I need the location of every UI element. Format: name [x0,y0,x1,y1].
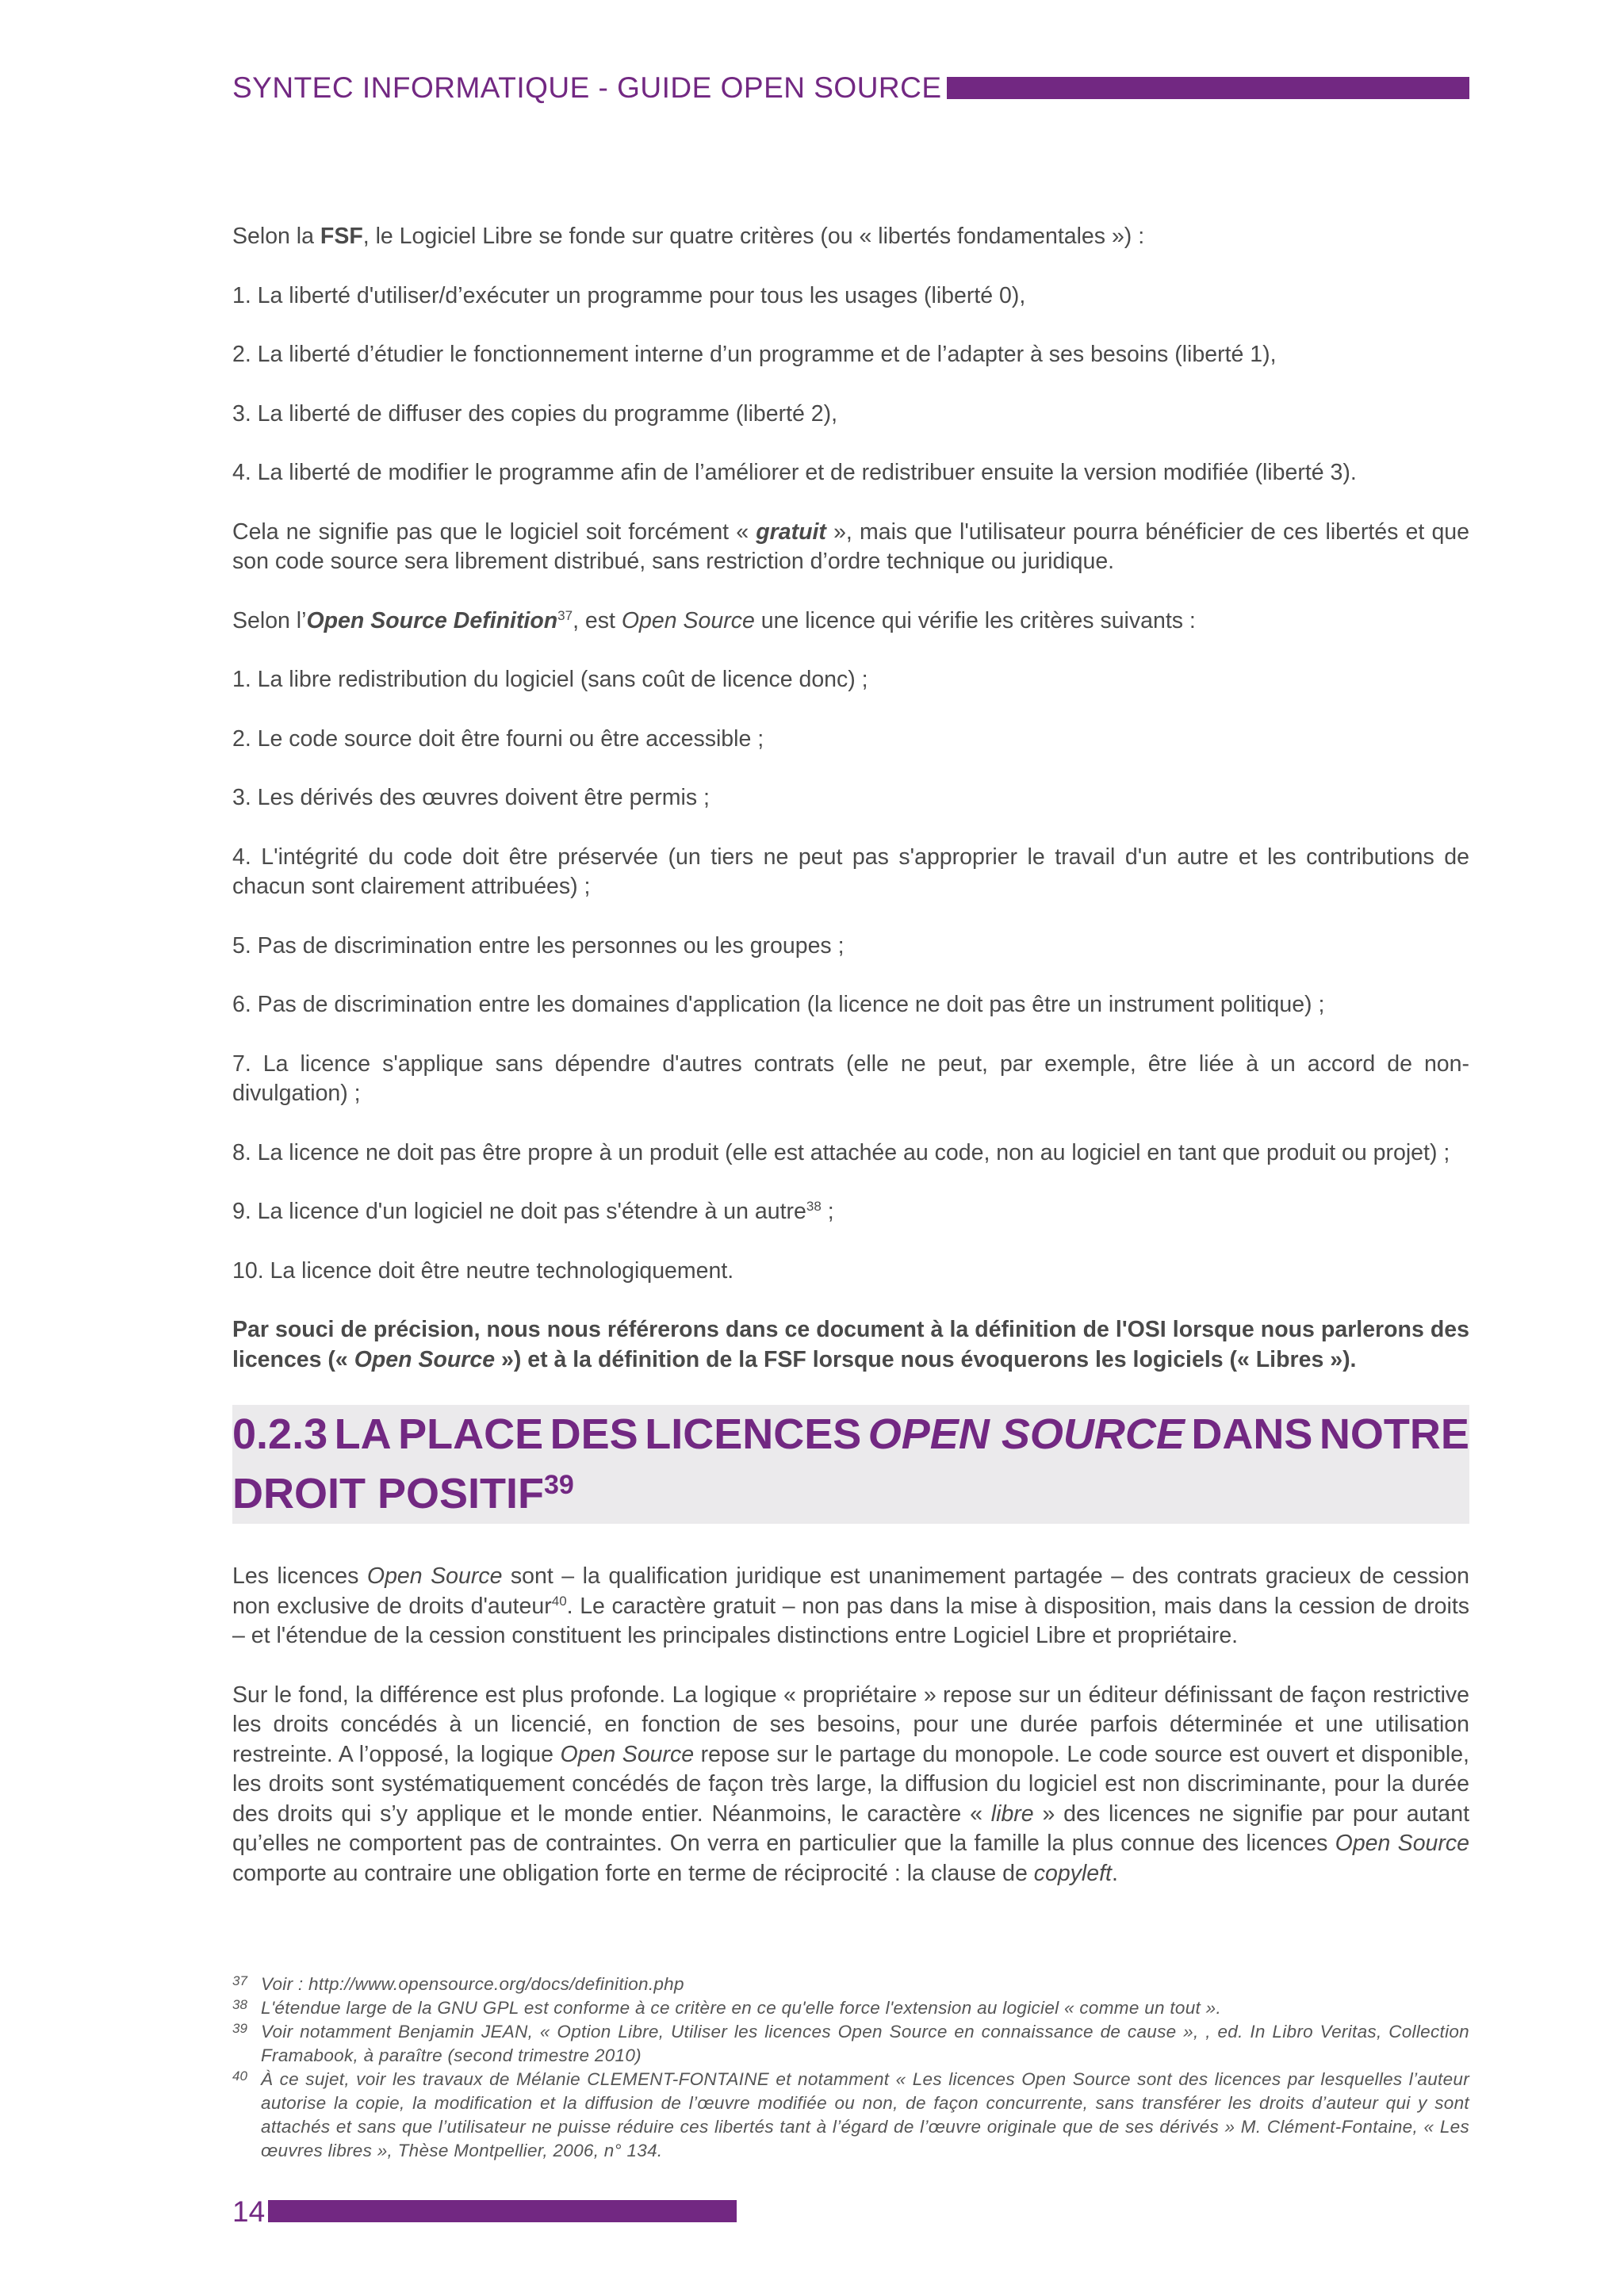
osd-criterion-6: 6. Pas de discrimination entre les domaines d'application (la licence ne doit pas être un instrument politique) ; [232,992,1325,1017]
osd-criterion-5: 5. Pas de discrimination entre les personnes ou les groupes ; [232,932,845,959]
main-content [232,222,1469,1888]
fsf-criterion-0: 1. La liberté d'utiliser/d’exécuter un programme pour tous les usages (liberté 0), [232,282,1026,308]
footnote-40 [232,2068,1469,2163]
gratuit-paragraph: Cela ne signifie pas que le logiciel soit forcément « gratuit », mais que l'utilisateur pourra bénéficier de ces libertés et que son code source sera librement distribué, sans restriction d’ordre technique ou juridique. [232,519,1469,574]
footnote-ref-37[interactable]: 37 [557,607,573,623]
footnote-number: 37 [232,1973,247,1988]
footnote-ref-38[interactable]: 38 [806,1199,822,1214]
footnote-ref-40[interactable]: 40 [551,1593,567,1609]
osd-intro-paragraph: Selon l’Open Source Definition$^{37}$, est Open Source une licence qui vérifie les critères suivants : [232,607,1196,633]
osd-criterion-1: 1. La libre redistribution du logiciel (sans coût de licence donc) ; [232,667,868,692]
osd-criterion-4: 4. L'intégrité du code doit être préservée (un tiers ne peut pas s'approprier le travail d'un autre et les contributions de chacun sont clairement attribuées) ; [232,844,1469,899]
fsf-criterion-1: 2. La liberté d’étudier le fonctionnement interne d’un programme et de l’adapter à ses besoins (liberté 1), [232,342,1277,367]
footnote-text: Voir notamment Benjamin JEAN, « Option Libre, Utiliser les licences Open Source en connaissance de cause », , ed. In Libro Veritas, Collection Framabook, à paraître (second trimestre 2010) [261,2022,1469,2065]
footnotes [232,1973,1469,2163]
precision-note: Par souci de précision, nous nous référerons dans ce document à la définition de l'OSI lorsque nous parlerons des licences (« Open Source ») et à la définition de la FSF lorsque nous évoquerons les logiciels (« Libres »). [232,1317,1469,1372]
gratuit-emphasis: gratuit [756,519,826,545]
page-number: 14 [232,2198,268,2225]
footnote-text: À ce sujet, voir les travaux de Mélanie CLEMENT-FONTAINE et notamment « Les licences Open Source sont des licences par lesquelles l’auteur autorise la copie, la modification et la diffusion de l’œuvre modifiée ou non, de façon concurrente, sans transférer les droits d’auteur qui y sont attachés et sans que l’utilisateur ne puisse réduire ces libertés tant à l’égard de l’œuvre originale que de ses dérivés » M. Clément-Fontaine, « Les œuvres libres », Thèse Montpellier, 2006, n° 134. [261,2069,1469,2160]
header-title: SYNTEC INFORMATIQUE - GUIDE OPEN SOURCE [232,75,947,101]
fsf-criterion-3: 4. La liberté de modifier le programme afin de l’améliorer et de redistribuer ensuite la version modifiée (liberté 3). [232,460,1357,485]
fond-paragraph: Sur le fond, la différence est plus profonde. La logique « propriétaire » repose sur un éditeur définissant de façon restrictive les droits concédés à un licencié, en fonction de ses besoins, pour une durée parfois déterminée et une utilisation restreinte. A l’opposé, la logique Open Source repose sur le partage du monopole. Le code source est ouvert et disponible, les droits sont systématiquement concédés de façon très large, la diffusion du logiciel est non discriminante, pour la durée des droits qui s’y applique et le monde entier. Néanmoins, le caractère « libre » des licences ne signifie par pour autant qu’elles ne comportent pas de contraintes. On verra en particulier que la famille la plus connue des licences Open Source comporte au contraire une obligation forte en terme de réciprocité : la clause de copyleft. [232,1682,1469,1886]
page-footer [232,2195,737,2228]
footnote-text[interactable]: Voir : http://www.opensource.org/docs/definition.php [261,1974,684,1994]
footer-bar [232,2200,737,2222]
licences-paragraph: Les licences Open Source sont – la qualification juridique est unanimement partagée – des contrats gracieux de cession non exclusive de droits d'auteur$^{40}$. Le caractère gratuit – non pas dans la mise à disposition, mais dans la cession de droits – et l'étendue de la cession constituent les principales distinctions entre Logiciel Libre et propriétaire. [232,1563,1469,1648]
osd-criterion-8: 8. La licence ne doit pas être propre à un produit (elle est attachée au code, non au logiciel en tant que produit ou projet) ; [232,1139,1450,1165]
footnote-number: 38 [232,1997,247,2012]
section-heading [232,1405,1469,1524]
osd-criterion-2: 2. Le code source doit être fourni ou être accessible ; [232,725,764,752]
footnote-ref-39[interactable]: 39 [544,1470,574,1500]
section-heading-line-1: 0.2.3 LA PLACE DES LICENCES OPEN SOURCE DANS NOTRE [232,1405,1469,1464]
osd-criterion-9: 9. La licence d'un logiciel ne doit pas s'étendre à un autre$^{38}$ ; [232,1199,834,1224]
footnote-number: 40 [232,2068,247,2084]
footnote-37 [232,1973,1469,1996]
osd-term: Open Source Definition [306,607,558,633]
footnote-number: 39 [232,2021,247,2036]
footnote-text: L'étendue large de la GNU GPL est conforme à ce critère en ce qu'elle force l'extension au logiciel « comme un tout ». [261,1998,1222,2018]
page-header [232,71,1469,104]
footnote-39 [232,2020,1469,2068]
osd-criterion-3: 3. Les dérivés des œuvres doivent être permis ; [232,785,710,810]
fsf-intro-paragraph: Selon la FSF, le Logiciel Libre se fonde sur quatre critères (ou « libertés fondamentales ») : [232,224,1145,249]
fsf-abbr: FSF [320,224,363,249]
section-heading-line-2: DROIT POSITIF$^{39}$ [232,1464,1469,1524]
osd-criterion-10: 10. La licence doit être neutre technologiquement. [232,1257,734,1284]
osd-criterion-7: 7. La licence s'applique sans dépendre d'autres contrats (elle ne peut, par exemple, être liée à un accord de non-divulgation) ; [232,1050,1469,1106]
fsf-criterion-2: 3. La liberté de diffuser des copies du programme (liberté 2), [232,400,838,427]
footnote-38 [232,1996,1469,2020]
